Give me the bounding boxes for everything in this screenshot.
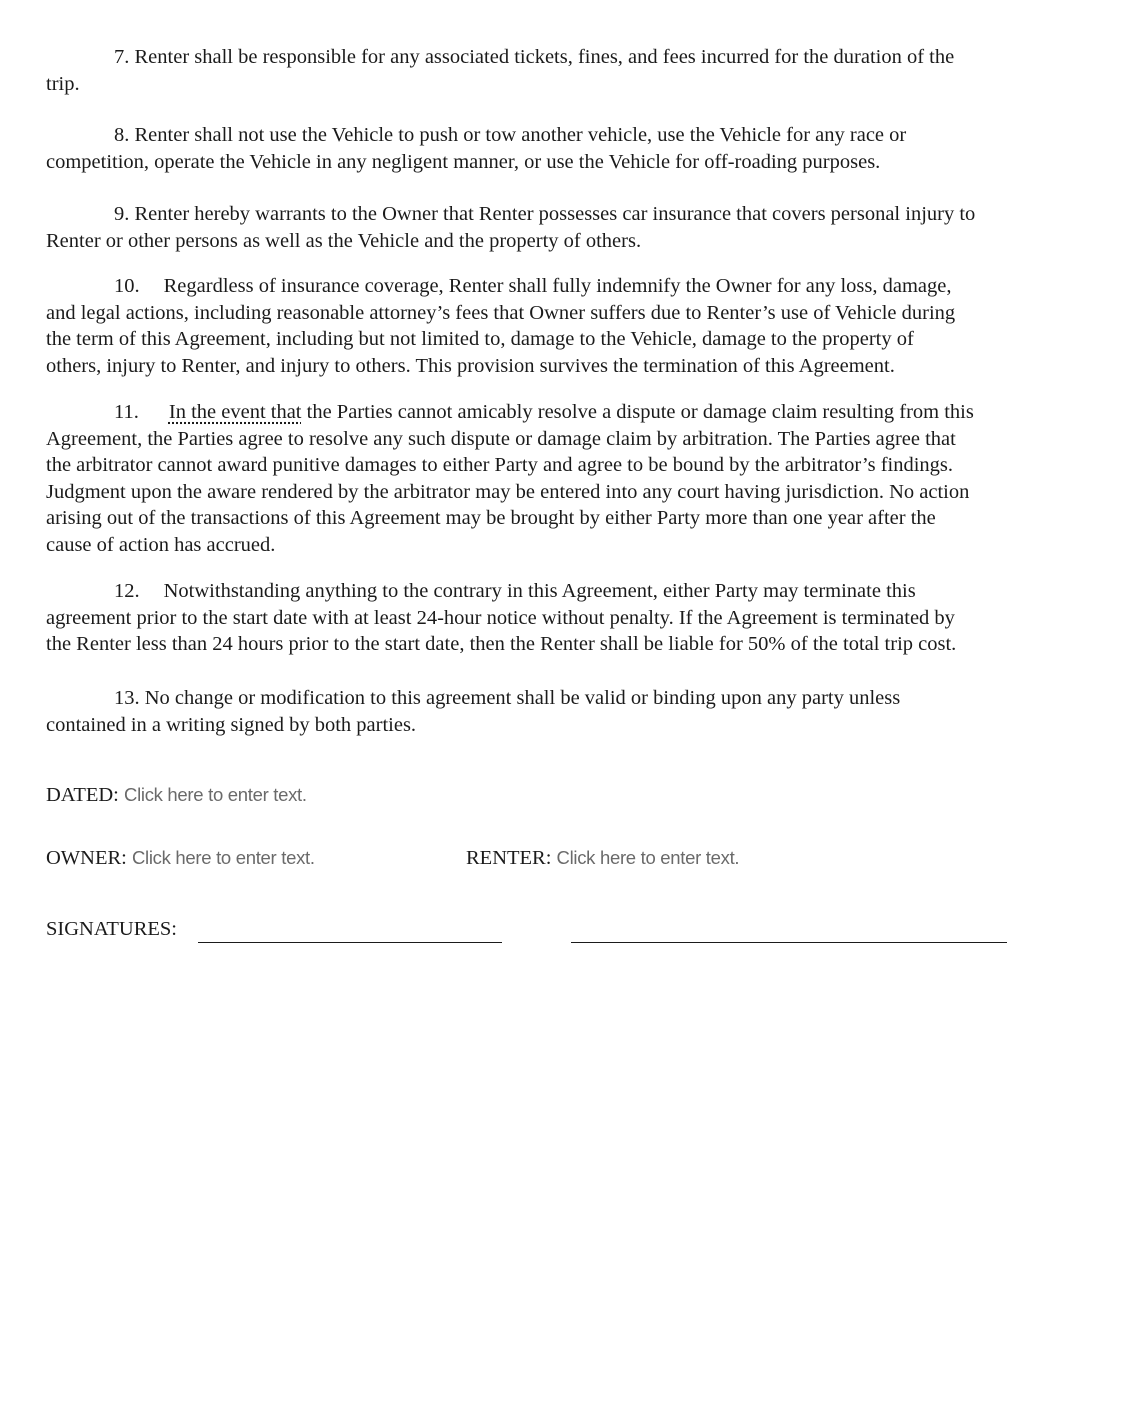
clause-number: 12. [114,580,140,602]
owner-label: OWNER: [46,847,127,869]
clause-13 [46,685,1110,738]
dated-row [46,784,307,807]
clause-text: contained in a writing signed by both parties. [46,713,417,736]
renter-text-field[interactable]: Click here to enter text. [556,847,740,868]
clause-text: Renter hereby warrants to the Owner that Renter possesses car insurance that covers personal injury to [134,203,976,225]
clause-7 [46,44,1110,97]
signatures-label: SIGNATURES: [46,918,177,940]
clause-number: 11. [114,401,139,423]
clause-text: Notwithstanding anything to the contrary in this Agreement, either Party may terminate this [163,580,916,602]
clause-text: cause of action has accrued. [46,533,276,556]
clause-number: 13. [114,687,140,709]
owner-signature-line[interactable] [198,942,502,943]
clause-text: and legal actions, including reasonable attorney’s fees that Owner suffers due to Renter’s use of Vehicle during [46,301,956,324]
owner-text-field[interactable]: Click here to enter text. [131,847,315,868]
owner-row [46,847,315,870]
signatures-row [46,918,177,941]
clause-text: arising out of the transactions of this Agreement may be brought by either Party more than one year after the [46,507,936,529]
clause-10 [46,273,1110,379]
clause-number: 9. [114,203,130,225]
clause-text: the Parties cannot amicably resolve a dispute or damage claim resulting from this [306,401,974,423]
clause-text: Judgment upon the aware rendered by the arbitrator may be entered into any court having jurisdiction. No action [46,480,970,503]
renter-signature-line[interactable] [571,942,1007,943]
clause-text: trip. [46,72,80,95]
clause-text: Agreement, the Parties agree to resolve any such dispute or damage claim by arbitration. The Parties agree that [46,427,956,450]
clause-text: Renter shall be responsible for any associated tickets, fines, and fees incurred for the duration of the [134,46,955,68]
renter-row [466,847,739,870]
clause-lead-underlined: In the event that [168,401,302,423]
clause-text: competition, operate the Vehicle in any negligent manner, or use the Vehicle for off-roading purposes. [46,150,881,173]
clause-text: others, injury to Renter, and injury to others. This provision survives the termination of this Agreement. [46,354,895,377]
dated-text-field[interactable]: Click here to enter text. [124,784,307,805]
clause-number: 8. [114,124,130,146]
clause-8 [46,122,1110,175]
clause-text: agreement prior to the start date with at least 24-hour notice without penalty. If the Agreement is terminated by [46,606,955,629]
clause-text: Renter shall not use the Vehicle to push or tow another vehicle, use the Vehicle for any race or [134,124,907,146]
clause-number: 7. [114,46,130,68]
clause-number: 10. [114,275,140,297]
clause-9 [46,201,1110,254]
clause-text: the Renter less than 24 hours prior to the start date, then the Renter shall be liable for 50% of the total trip cost. [46,633,957,655]
dated-label: DATED: [46,784,119,806]
clause-11 [46,399,1110,558]
clause-text: the term of this Agreement, including but not limited to, damage to the Vehicle, damage to the property of [46,328,914,350]
clause-text: No change or modification to this agreement shall be valid or binding upon any party unless [144,687,901,709]
clause-text: the arbitrator cannot award punitive damages to either Party and agree to be bound by the arbitrator’s findings. [46,454,954,476]
clause-12 [46,578,1110,658]
renter-label: RENTER: [466,847,552,869]
clause-text: Renter or other persons as well as the Vehicle and the property of others. [46,229,642,252]
clause-text: Regardless of insurance coverage, Renter shall fully indemnify the Owner for any loss, damage, [163,275,952,297]
